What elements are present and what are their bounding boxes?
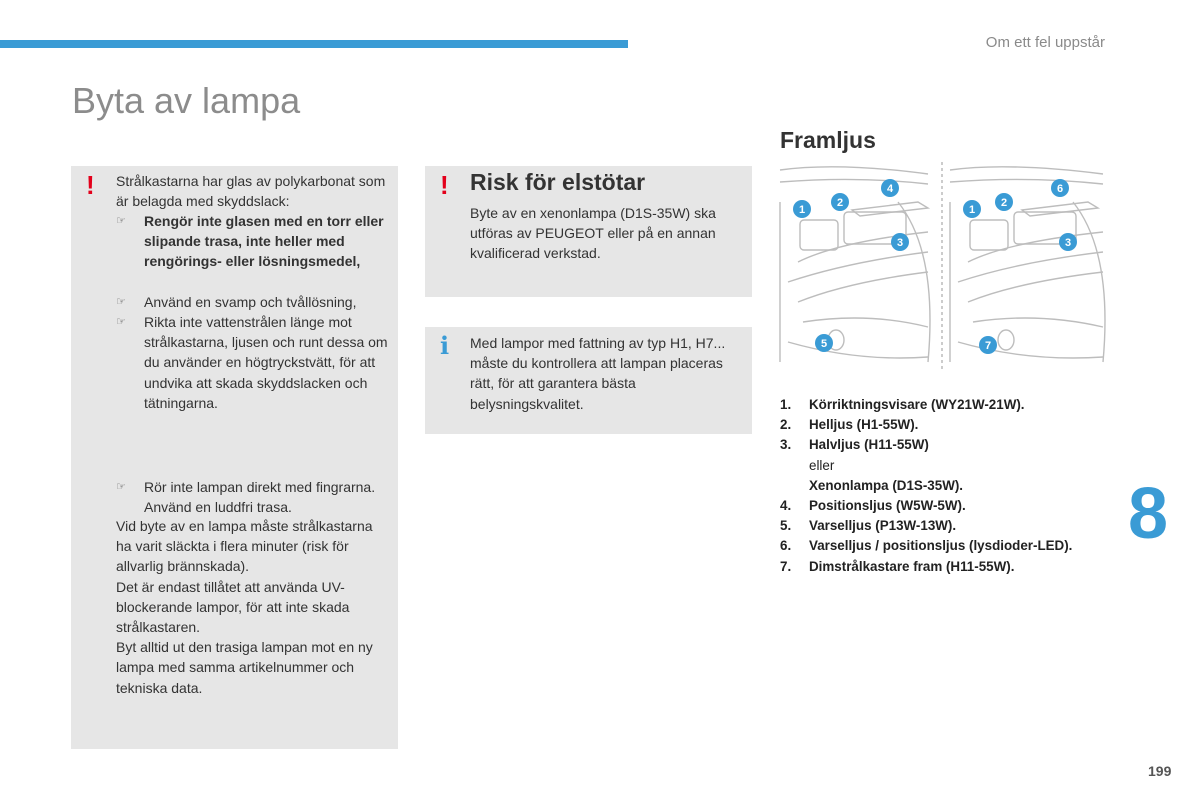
warning-icon: ! (440, 170, 449, 200)
bullet-item (116, 477, 391, 517)
legend-text: Halvljus (H11-55W) (809, 437, 929, 453)
callout-label: 5 (820, 338, 828, 350)
callout-label: 2 (1000, 197, 1008, 209)
top-accent-bar (0, 40, 628, 48)
info-text: Med lampor med fattning av typ H1, H7... måste du kontrollera att lampan placeras rätt, för att garantera bästa belysningskvalitet. (470, 335, 726, 412)
legend-item (780, 395, 1120, 415)
bullet-item (116, 211, 391, 272)
legend-number: 4. (780, 498, 792, 514)
legend-text: Helljus (H1-55W). (809, 417, 919, 433)
legend-number: 6. (780, 538, 792, 554)
bullet-item (116, 312, 391, 413)
legend-item (780, 536, 1120, 556)
legend-number: 5. (780, 518, 792, 534)
callout-label: 3 (896, 237, 904, 249)
legend-item (780, 557, 1120, 577)
legend-text: Varselljus (P13W-13W). (809, 518, 957, 534)
callout-label: 2 (836, 197, 844, 209)
pointer-hand-icon: ☞ (116, 295, 126, 308)
section-title: Om ett fel uppstår (985, 34, 1105, 51)
legend-text-alt: Xenonlampa (D1S-35W). (809, 477, 964, 493)
page-title: Byta av lampa (72, 80, 301, 121)
callout-label: 7 (984, 340, 992, 352)
legend-item (780, 516, 1120, 536)
legend-or: eller (809, 457, 835, 473)
shock-text: Byte av en xenonlampa (D1S-35W) ska utföras av PEUGEOT eller på en annan kvalificerad verkstad. (470, 205, 716, 262)
legend-number: 3. (780, 437, 792, 453)
callout-label: 1 (968, 204, 976, 216)
shock-heading: Risk för elstötar (470, 169, 646, 195)
info-icon: i (440, 331, 450, 360)
legend-text: Körriktningsvisare (WY21W-21W). (809, 397, 1025, 412)
framljus-heading: Framljus (780, 127, 876, 153)
callout-label: 4 (886, 183, 894, 195)
chapter-number: 8 (1128, 474, 1169, 554)
bullet-text: Rör inte lampan direkt med fingrarna. Använd en luddfri trasa. (144, 479, 376, 516)
legend-text: Positionsljus (W5W-5W). (809, 498, 966, 514)
glass-intro-text: Strålkastarna har glas av polykarbonat som är belagda med skyddslack: (116, 173, 386, 210)
bullet-text: Rikta inte vattenstrålen länge mot strålkastarna, ljusen och runt dessa om du använder en högtryckstvätt, för att undvika att skada skyddslacken och tätningarna. (144, 314, 388, 411)
bulb-legend (780, 395, 1120, 577)
bullet-text: Använd en svamp och tvållösning, (144, 294, 357, 310)
legend-text: Dimstrålkastare fram (H11-55W). (809, 558, 1015, 574)
warning-icon: ! (86, 170, 95, 200)
legend-number: 2. (780, 417, 792, 433)
pointer-hand-icon: ☞ (116, 480, 126, 493)
lamp-change-text: Vid byte av en lampa måste strålkastarna ha varit släckta i flera minuter (risk för allvarlig brännskada). Det är endast tillåtet att använda UV-blockerande lampor, för att inte skada strålkastaren. Byt alltid ut den trasiga lampan mot en ny lampa med samma artikelnummer och tekniska data. (116, 518, 373, 696)
pointer-hand-icon: ☞ (116, 214, 126, 227)
bullet-text: Rengör inte glasen med en torr eller slipande trasa, inte heller med rengörings- eller lösningsmedel, (144, 213, 384, 270)
page-number: 199 (1148, 763, 1172, 779)
callout-label: 1 (798, 204, 806, 216)
pointer-hand-icon: ☞ (116, 315, 126, 328)
legend-item (780, 415, 1120, 435)
legend-item (780, 435, 1120, 496)
callout-label: 3 (1064, 237, 1072, 249)
legend-number: 7. (780, 558, 792, 574)
legend-number: 1. (780, 397, 792, 412)
legend-text: Varselljus / positionsljus (lysdioder-LED). (809, 538, 1073, 554)
legend-item (780, 496, 1120, 516)
headlight-diagram (778, 162, 1108, 372)
callout-label: 6 (1056, 183, 1064, 195)
bullet-item (116, 292, 391, 312)
